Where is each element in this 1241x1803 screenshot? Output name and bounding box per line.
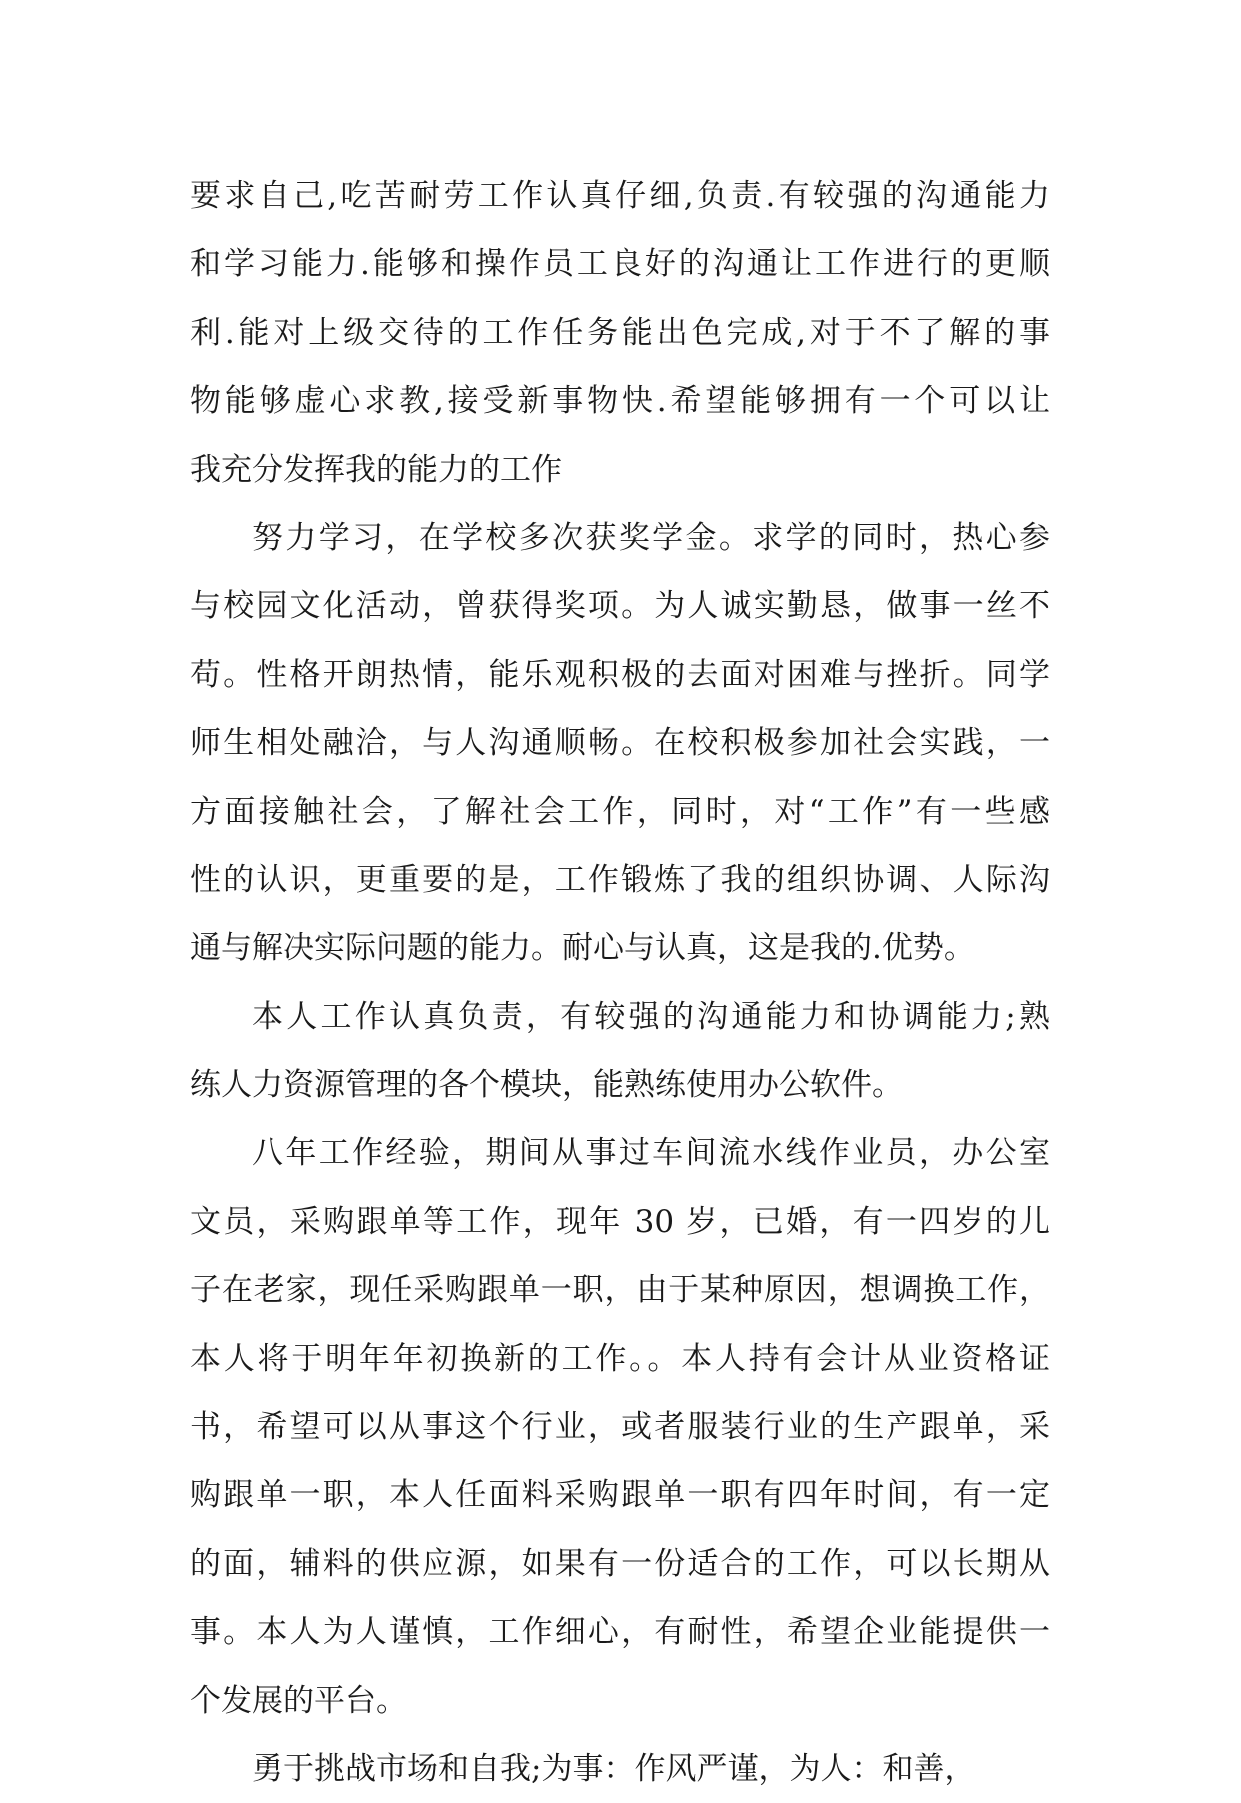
- paragraph: [190, 162, 1050, 504]
- text-line: 与校园文化活动，曾获得奖项。为人诚实勤恳，做事一丝不: [190, 588, 1050, 625]
- text-line: 和学习能力.能够和操作员工良好的沟通让工作进行的更顺: [190, 246, 1050, 283]
- text-line: 利.能对上级交待的工作任务能出色完成,对于不了解的事: [190, 314, 1050, 351]
- text-line: 的面，辅料的供应源，如果有一份适合的工作，可以长期从: [190, 1545, 1050, 1582]
- text-line: 勇于挑战市场和自我;为事：作风严谨，为人：和善，: [252, 1750, 976, 1787]
- text-line: 八年工作经验，期间从事过车间流水线作业员，办公室: [252, 1135, 1050, 1172]
- text-line: 性的认识，更重要的是，工作锻炼了我的组织协调、人际沟: [190, 861, 1050, 898]
- paragraph: [190, 1119, 1050, 1735]
- text-line: 购跟单一职，本人任面料采购跟单一职有四年时间，有一定: [190, 1477, 1050, 1514]
- text-line: 我充分发挥我的能力的工作: [190, 451, 562, 488]
- text-line: 要求自己,吃苦耐劳工作认真仔细,负责.有较强的沟通能力: [190, 178, 1050, 214]
- text-line: 文员，采购跟单等工作，现年 30 岁，已婚，有一四岁的儿: [190, 1203, 1050, 1240]
- text-line: 方面接触社会，了解社会工作，同时，对“工作”有一些感: [190, 793, 1050, 830]
- text-line: 本人工作认真负责，有较强的沟通能力和协调能力;熟: [252, 998, 1050, 1035]
- document-body: [190, 162, 1050, 1803]
- text-line: 书，希望可以从事这个行业，或者服装行业的生产跟单，采: [190, 1409, 1050, 1446]
- text-line: 通与解决实际问题的能力。耐心与认真，这是我的.优势。: [190, 930, 975, 967]
- text-line: 本人将于明年年初换新的工作。。本人持有会计从业资格证: [190, 1340, 1050, 1377]
- text-line: 苟。性格开朗热情，能乐观积极的去面对困难与挫折。同学: [190, 656, 1050, 693]
- text-line: 物能够虚心求教,接受新事物快.希望能够拥有一个可以让: [190, 383, 1050, 420]
- paragraph: [190, 504, 1050, 983]
- text-line: 事。本人为人谨慎，工作细心，有耐性，希望企业能提供一: [190, 1614, 1050, 1651]
- text-line: 努力学习，在学校多次获奖学金。求学的同时，热心参: [252, 519, 1050, 556]
- paragraph: [190, 1735, 1050, 1803]
- text-line: 个发展的平台。: [190, 1682, 407, 1719]
- paragraph: [190, 983, 1050, 1120]
- text-line: 练人力资源管理的各个模块，能熟练使用办公软件。: [190, 1067, 903, 1104]
- text-line: 子在老家，现任采购跟单一职，由于某种原因，想调换工作，: [190, 1272, 1050, 1309]
- text-line: 师生相处融洽，与人沟通顺畅。在校积极参加社会实践，一: [190, 725, 1050, 762]
